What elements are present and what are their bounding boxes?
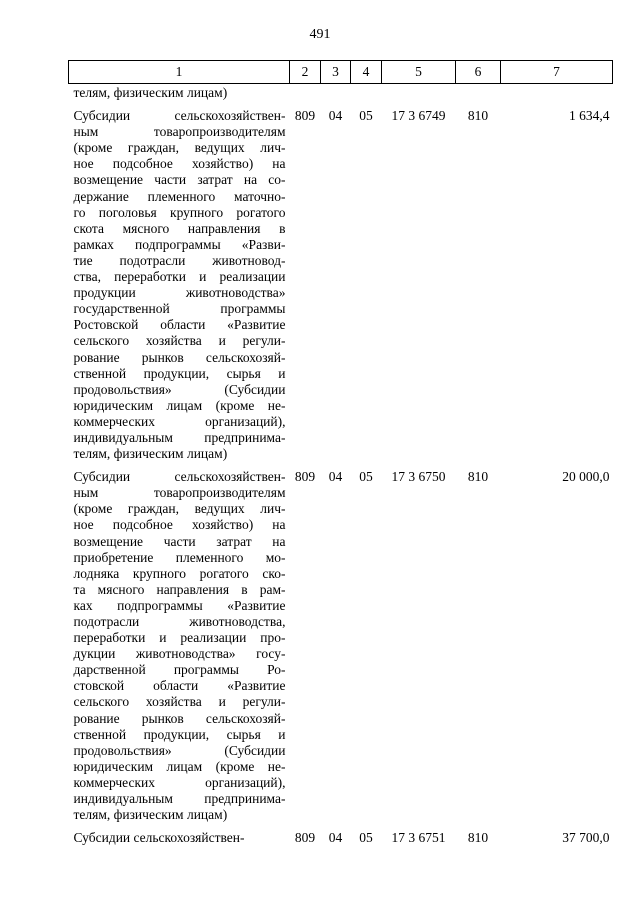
table-row: [69, 104, 613, 465]
description-line: ках подпрограммы «Развитие: [73, 597, 286, 613]
row-section: 04: [328, 830, 343, 846]
description-line: возмещение части затрат на со-: [73, 172, 286, 188]
row-subsection: 05: [359, 469, 373, 485]
row-target-article: 17 3 6751: [391, 830, 446, 846]
description-line: сельского хозяйства и регули-: [73, 333, 286, 349]
description-line: скота мясного направления в: [73, 220, 286, 236]
description-line: ственной продукции, сырья и: [73, 365, 286, 381]
column-header-2: 2: [290, 61, 321, 84]
row-description: [69, 826, 290, 849]
description-line: телям, физическим лицам): [73, 807, 228, 823]
description-line: та мясного направления в рам-: [73, 581, 286, 597]
budget-table: [68, 60, 613, 849]
description-line: дарственной программы Ро-: [73, 662, 286, 678]
row-expense-type: 810: [467, 830, 489, 846]
description-line: го поголовья крупного рогатого: [73, 204, 286, 220]
description-line: коммерческих организаций),: [73, 413, 286, 429]
description-line: продовольствия» (Субсидии: [73, 742, 286, 758]
description-line: подотрасли животноводства,: [73, 614, 286, 629]
row-target-article: 17 3 6749: [391, 108, 446, 124]
description-line: (кроме граждан, ведущих лич-: [73, 140, 286, 156]
row-subsection: 05: [359, 830, 373, 846]
description-line: ства, переработки и реализации: [73, 269, 286, 285]
description-line: продукции животноводства»: [73, 285, 286, 301]
column-header-6: 6: [456, 61, 501, 84]
description-line: переработки и реализации про-: [73, 630, 286, 646]
description-line: рамках подпрограммы «Разви-: [73, 236, 286, 252]
column-header-4: 4: [351, 61, 382, 84]
description-line: ственной продукции, сырья и: [73, 726, 286, 742]
row-ministry-code: 809: [294, 469, 316, 485]
description-line: ным товаропроизводителям: [73, 124, 286, 140]
row-section: 04: [328, 469, 343, 485]
description-line: рование рынков сельскохозяй-: [73, 710, 286, 726]
description-line: держание племенного маточно-: [73, 188, 286, 204]
description-line: возмещение части затрат на: [73, 533, 286, 549]
row-amount: 37 700,0: [562, 830, 610, 846]
description-line: Субсидии сельскохозяйствен-: [73, 469, 286, 485]
table-row: [69, 826, 613, 849]
column-header-1: 1: [69, 61, 290, 84]
description-line: (кроме граждан, ведущих лич-: [73, 501, 286, 517]
description-line: Субсидии сельскохозяйствен-: [73, 830, 245, 846]
row-expense-type: 810: [467, 108, 489, 124]
row-subsection: 05: [359, 108, 373, 124]
description-line: тие подотрасли животновод-: [73, 252, 286, 268]
description-line: Ростовской области «Развитие: [73, 317, 286, 333]
description-line: юридическим лицам (кроме не-: [73, 397, 286, 413]
row-expense-type: 810: [467, 469, 489, 485]
row-ministry-code: 809: [294, 108, 316, 124]
description-line: приобретение племенного мо-: [73, 549, 286, 565]
description-line: лодняка крупного рогатого ско-: [73, 565, 286, 581]
table-row: [69, 465, 613, 826]
description-line: продовольствия» (Субсидии: [73, 381, 286, 397]
description-line: индивидуальным предпринима-: [73, 429, 286, 445]
row-amount: 1 634,4: [569, 108, 610, 124]
column-header-7: 7: [501, 61, 613, 84]
description-line: коммерческих организаций),: [73, 774, 286, 790]
description-line: стовской области «Развитие: [73, 678, 286, 694]
page-number: 491: [309, 27, 331, 42]
description-line: рование рынков сельскохозяй-: [73, 349, 286, 365]
row-description: [69, 465, 290, 826]
description-line: государственной программы: [73, 301, 286, 317]
row-description: [69, 104, 290, 465]
row-target-article: 17 3 6750: [391, 469, 446, 485]
description-line: ным товаропроизводителям: [73, 485, 286, 501]
description-line: ное подсобное хозяйство) на: [73, 517, 286, 533]
column-number-header-row: [69, 61, 613, 84]
description-line: сельского хозяйства и регули-: [73, 694, 286, 710]
continuation-row: [69, 84, 613, 105]
description-line: ное подсобное хозяйство) на: [73, 156, 286, 172]
description-line: юридическим лицам (кроме не-: [73, 758, 286, 774]
row-section: 04: [328, 108, 343, 124]
description-line: телям, физическим лицам): [73, 446, 228, 462]
continuation-text: телям, физическим лицам): [73, 85, 228, 100]
description-line: Субсидии сельскохозяйствен-: [73, 108, 286, 124]
column-header-3: 3: [321, 61, 351, 84]
description-line: индивидуальным предпринима-: [73, 791, 286, 807]
description-line: дукции животноводства» госу-: [73, 646, 286, 662]
column-header-5: 5: [382, 61, 456, 84]
row-ministry-code: 809: [294, 830, 316, 846]
row-amount: 20 000,0: [562, 469, 610, 485]
